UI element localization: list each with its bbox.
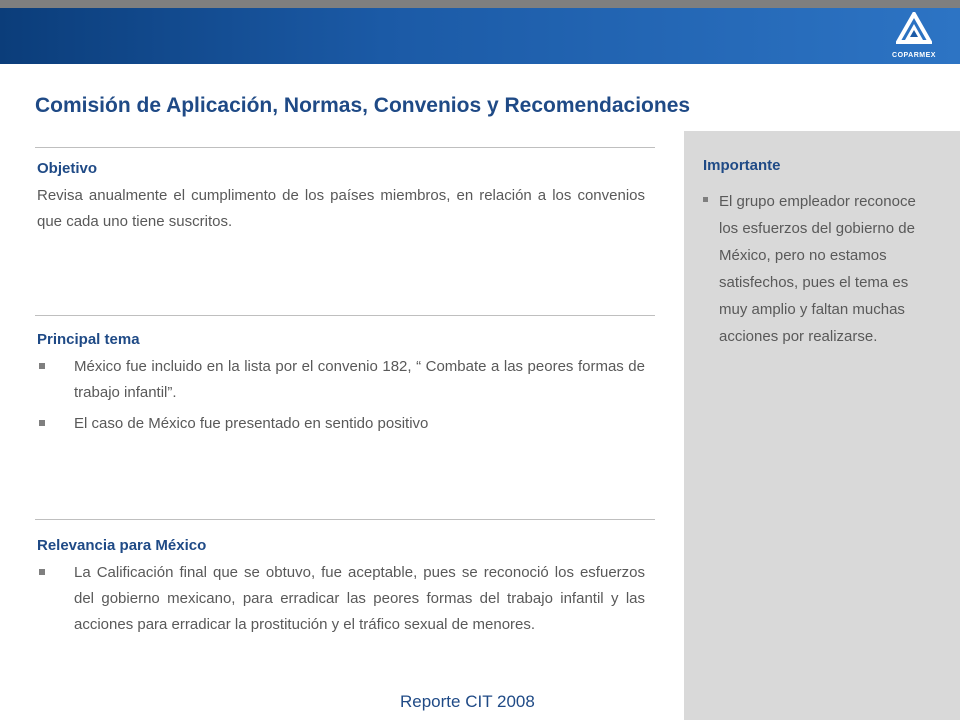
coparmex-logo <box>886 12 942 66</box>
header-bar <box>0 8 960 64</box>
list-item: El caso de México fue presentado en sentido positivo <box>37 411 645 437</box>
section-title: Principal tema <box>37 331 140 348</box>
bullet-list <box>703 188 937 350</box>
list-item: El grupo empleador reconoce los esfuerzos del gobierno de México, pero no estamos satisfechos, pues el tema es muy amplio y faltan muchas acciones por realizarse. <box>703 188 937 350</box>
logo-text: COPARMEX <box>892 52 936 59</box>
bullet-list <box>37 560 645 638</box>
section-text: Revisa anualmente el cumplimento de los países miembros, en relación a los convenios que cada uno tiene suscritos. <box>37 187 645 230</box>
section-title: Objetivo <box>37 160 98 177</box>
divider <box>35 519 655 520</box>
section-objetivo <box>37 160 645 235</box>
page-title: Comisión de Aplicación, Normas, Convenios y Recomendaciones <box>35 94 691 117</box>
important-content <box>703 157 937 355</box>
section-principal-tema <box>37 331 645 442</box>
footer-text: Reporte CIT 2008 <box>400 692 535 711</box>
list-item: México fue incluido en la lista por el convenio 182, “ Combate a las peores formas de trabajo infantil”. <box>37 354 645 406</box>
sidebar-title: Importante <box>703 157 781 174</box>
list-item: La Calificación final que se obtuvo, fue aceptable, pues se reconoció los esfuerzos del gobierno mexicano, para erradicar las peores formas del trabajo infantil y las acciones para erradicar la prostitución y el tráfico sexual de menores. <box>37 560 645 638</box>
section-title: Relevancia para México <box>37 537 207 554</box>
top-strip <box>0 0 960 8</box>
section-relevancia <box>37 537 645 643</box>
bullet-list <box>37 354 645 437</box>
divider <box>35 147 655 148</box>
divider <box>35 315 655 316</box>
coparmex-emblem-icon <box>896 12 932 48</box>
